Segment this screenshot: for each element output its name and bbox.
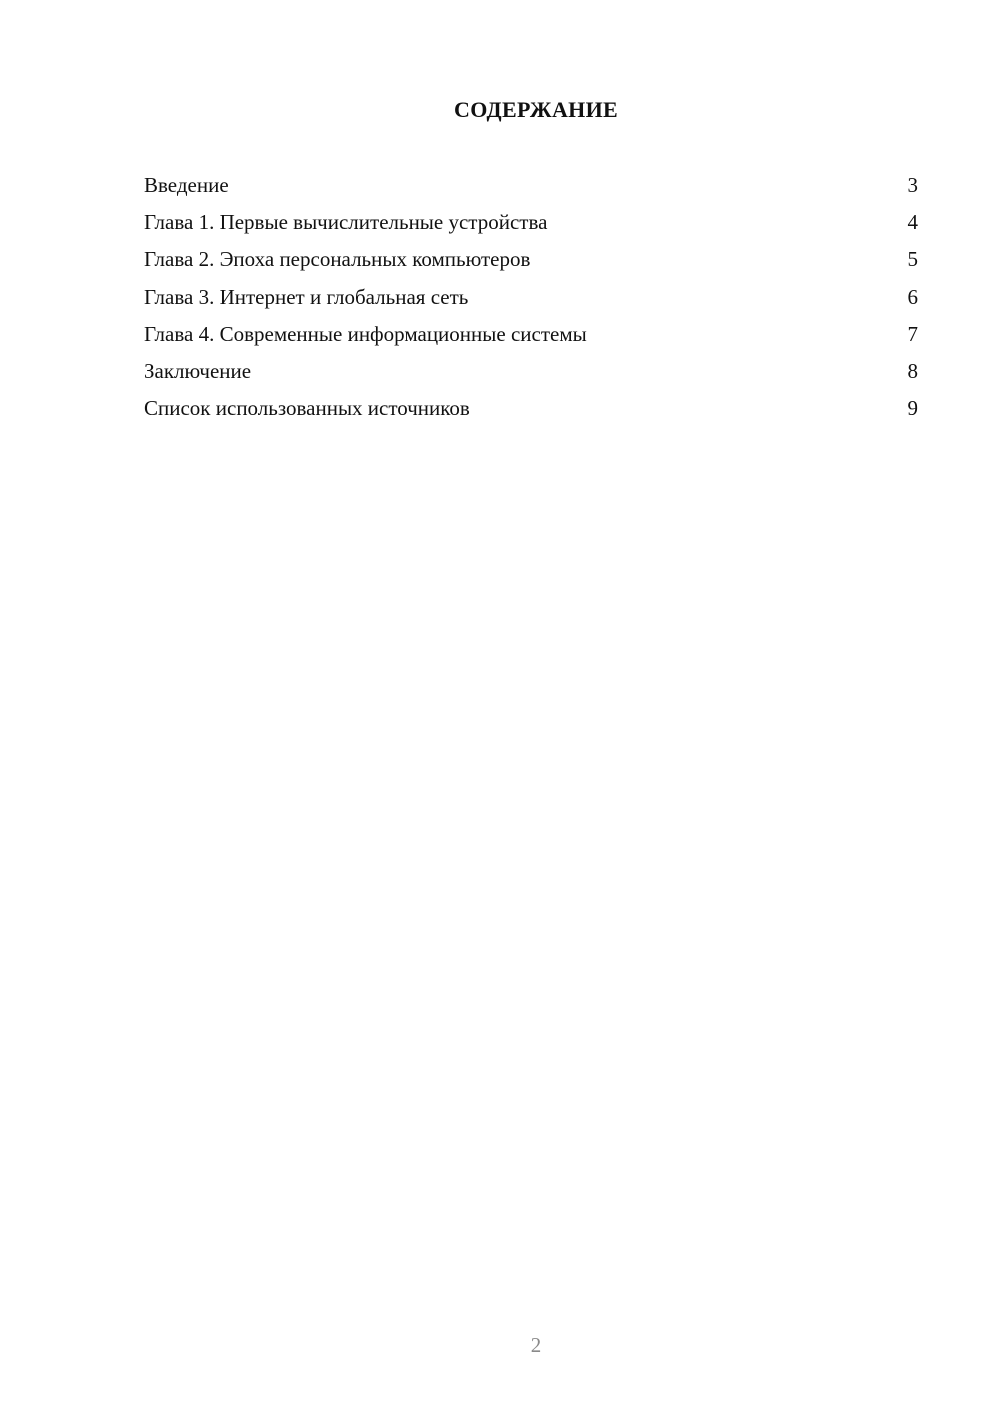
toc-entry-chapter-4[interactable] (144, 317, 920, 354)
toc-entry-chapter-1[interactable] (144, 205, 920, 242)
toc-entry-page: 8 (907, 358, 918, 383)
toc-entry-label: Глава 1. Первые вычислительные устройства (144, 210, 548, 235)
table-of-contents (144, 168, 920, 428)
page-number: 2 (530, 1333, 542, 1357)
toc-entry-page: 5 (907, 247, 918, 272)
toc-entry-page: 6 (907, 284, 918, 309)
toc-entry-label: Введение (144, 173, 229, 197)
toc-entry-label: Список использованных источников (144, 396, 470, 421)
toc-entry-label: Глава 4. Современные информационные системы (144, 321, 587, 346)
toc-entry-label: Заключение (144, 358, 252, 383)
toc-entry-page: 9 (907, 396, 918, 421)
toc-entry-introduction[interactable] (144, 168, 920, 205)
toc-entry-label: Глава 2. Эпоха персональных компьютеров (144, 247, 531, 272)
toc-entry-page: 7 (907, 321, 918, 346)
toc-entry-page: 3 (907, 173, 918, 197)
toc-entry-label: Глава 3. Интернет и глобальная сеть (144, 284, 469, 309)
toc-entry-chapter-3[interactable] (144, 280, 920, 317)
toc-entry-chapter-2[interactable] (144, 242, 920, 279)
toc-entry-conclusion[interactable] (144, 354, 920, 391)
page-title: СОДЕРЖАНИЕ (454, 97, 618, 122)
toc-entry-page: 4 (907, 210, 918, 235)
toc-entry-references[interactable] (144, 391, 920, 428)
